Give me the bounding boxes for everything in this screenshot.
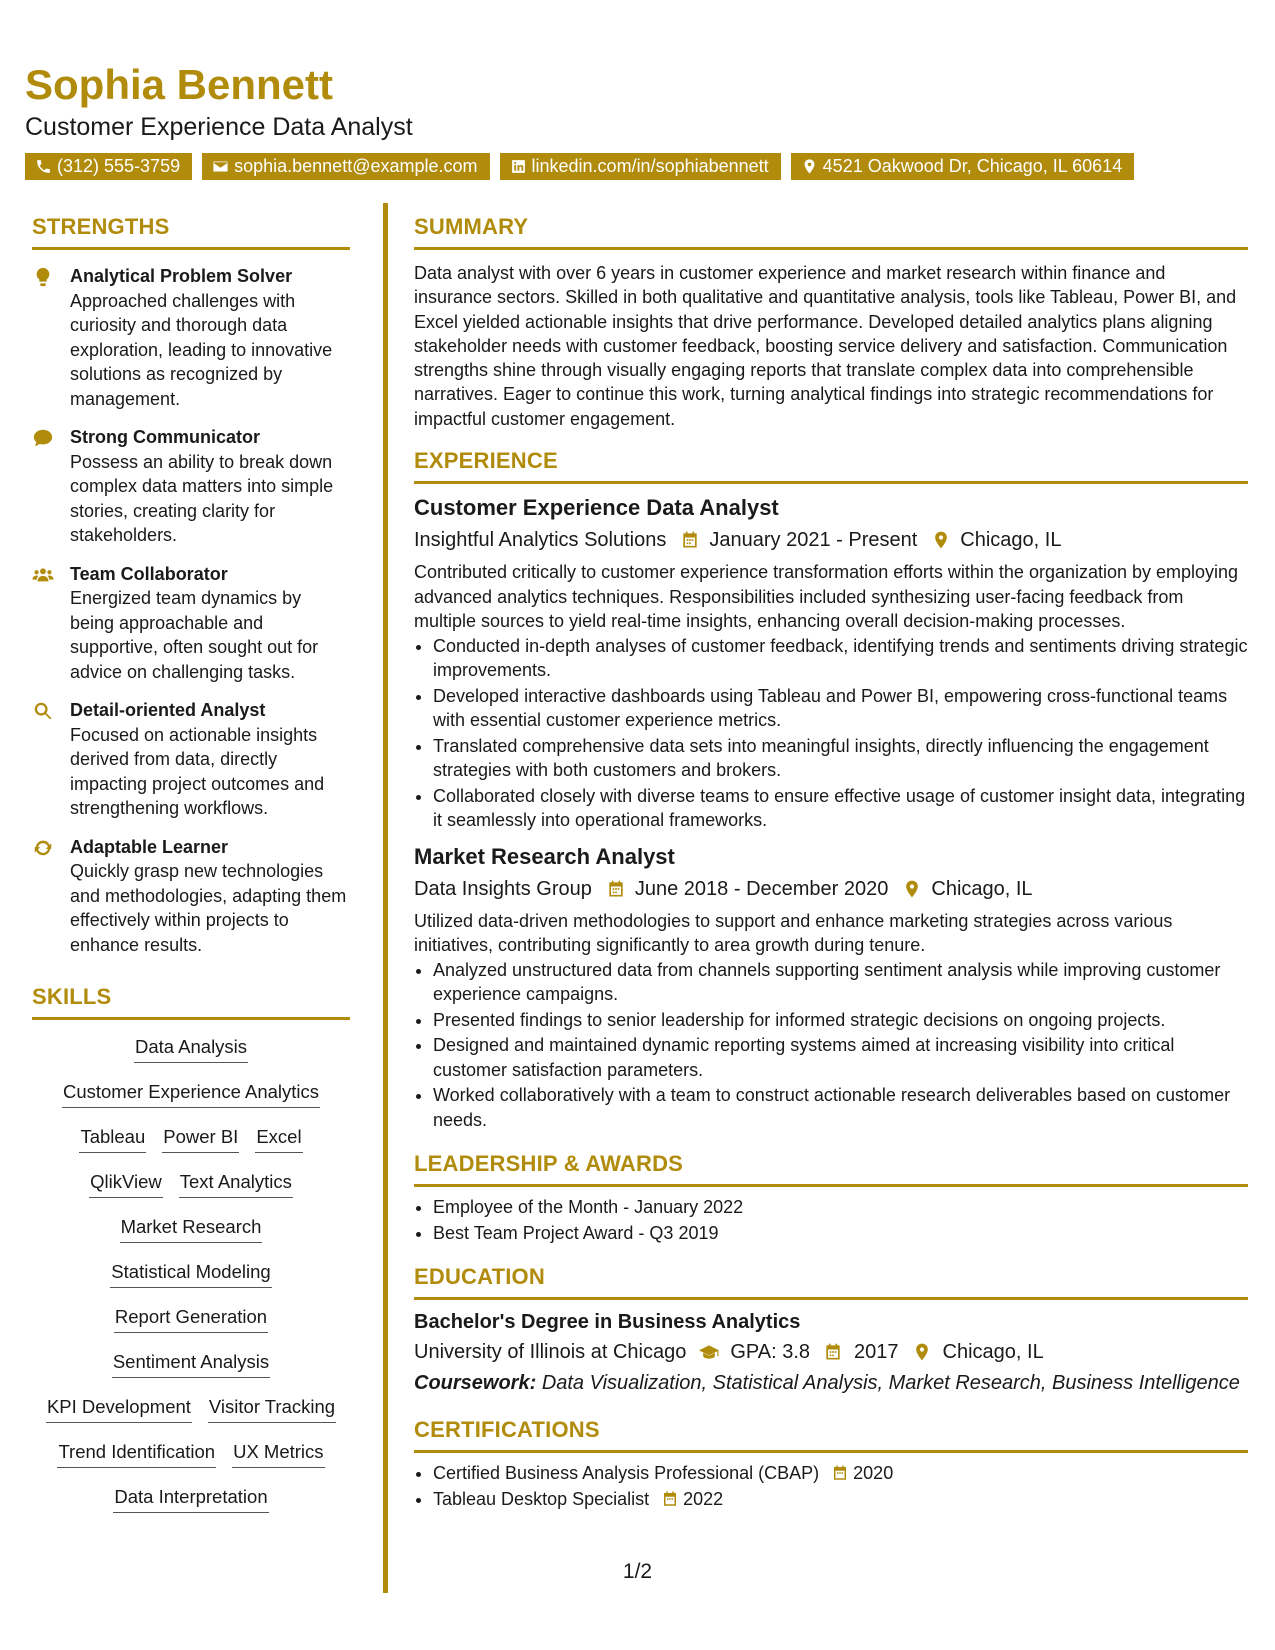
skills-list bbox=[32, 1034, 350, 1529]
strength-title: Analytical Problem Solver bbox=[70, 266, 293, 286]
leadership-list bbox=[414, 1195, 1248, 1245]
contact-bar bbox=[25, 153, 1250, 180]
skill-row bbox=[112, 1349, 270, 1394]
resume-header bbox=[25, 58, 1250, 180]
right-column bbox=[414, 213, 1248, 1512]
certification-name: • Certified Business Analysis Professional (CBAP) bbox=[433, 1463, 820, 1484]
skill-tag: Tableau bbox=[79, 1124, 146, 1153]
contact-linkedin[interactable] bbox=[500, 153, 781, 180]
calendar-icon bbox=[822, 1342, 844, 1362]
strength-item bbox=[32, 698, 350, 821]
location-pin-icon bbox=[911, 1342, 933, 1362]
speech-bubble-icon bbox=[32, 427, 54, 449]
calendar-icon bbox=[831, 1464, 849, 1482]
job-bullets bbox=[414, 634, 1248, 833]
degree-title: Bachelor's Degree in Business Analytics bbox=[414, 1311, 801, 1334]
location-pin-icon bbox=[902, 879, 922, 899]
strength-item bbox=[32, 425, 350, 548]
job-description: Contributed critically to customer experience transformation efforts within the organization by employing advanced analytics techniques. Responsibilities included synthesizing user-facing feedback from multiple sources to yield real-time insights, enhancing overall decision-making processes. bbox=[414, 562, 1239, 632]
certification-year: 2020 bbox=[853, 1463, 894, 1484]
lightbulb-icon bbox=[32, 266, 54, 288]
skill-tag: Customer Experience Analytics bbox=[62, 1079, 320, 1108]
job-dates: January 2021 - Present bbox=[709, 529, 918, 552]
job-bullets bbox=[414, 958, 1248, 1133]
strengths-title: STRENGTHS bbox=[32, 213, 350, 250]
skill-row bbox=[113, 1484, 268, 1529]
job-location: Chicago, IL bbox=[931, 877, 1033, 900]
certification-item bbox=[433, 1461, 1248, 1486]
strength-desc: Focused on actionable insights derived from data, directly impacting project outcomes and strengthening workflows. bbox=[70, 724, 325, 818]
skill-tag: KPI Development bbox=[46, 1394, 192, 1423]
job-description: Utilized data-driven methodologies to support and enhance marketing strategies across various initiatives, contributing significantly to area growth during tenure. bbox=[414, 910, 1173, 956]
job-company: Data Insights Group bbox=[414, 877, 592, 900]
skill-row bbox=[110, 1259, 271, 1304]
skill-tag: Visitor Tracking bbox=[208, 1394, 336, 1423]
job-bullet: • Conducted in-depth analyses of customer feedback, identifying trends and sentiments driving strategic improvements. bbox=[433, 634, 1248, 683]
candidate-role: Customer Experience Data Analyst bbox=[25, 113, 413, 141]
skill-tag: Data Analysis bbox=[134, 1034, 248, 1063]
location-pin-icon bbox=[801, 158, 818, 175]
certifications-title: CERTIFICATIONS bbox=[414, 1416, 1248, 1453]
certifications-list bbox=[414, 1461, 1248, 1511]
strength-desc: Possess an ability to break down complex data matters into simple stories, creating clarity for stakeholders. bbox=[70, 451, 334, 545]
award-item: • Best Team Project Award - Q3 2019 bbox=[433, 1221, 1248, 1246]
skill-tag: QlikView bbox=[89, 1169, 163, 1198]
certification-item bbox=[433, 1487, 1248, 1512]
page-number: 1/2 bbox=[622, 1560, 653, 1583]
job-bullet: • Designed and maintained dynamic reporting systems aimed at increasing visibility into critical customer satisfaction parameters. bbox=[433, 1033, 1248, 1082]
strength-desc: Approached challenges with curiosity and thorough data exploration, leading to innovative solutions as recognized by management. bbox=[70, 290, 333, 409]
skill-row bbox=[120, 1214, 263, 1259]
certification-year: 2022 bbox=[683, 1488, 724, 1509]
job-entry bbox=[414, 843, 1248, 1133]
skill-tag: Statistical Modeling bbox=[110, 1259, 271, 1288]
skill-tag: UX Metrics bbox=[232, 1439, 324, 1468]
skill-tag: Text Analytics bbox=[179, 1169, 293, 1198]
education-meta bbox=[414, 1338, 1248, 1366]
strength-item bbox=[32, 264, 350, 411]
skill-tag: Report Generation bbox=[114, 1304, 268, 1333]
award-item: • Employee of the Month - January 2022 bbox=[433, 1195, 1248, 1220]
skill-tag: Power BI bbox=[162, 1124, 239, 1153]
experience-title: EXPERIENCE bbox=[414, 447, 1248, 484]
job-entry bbox=[414, 494, 1248, 833]
contact-linkedin-text: linkedin.com/in/sophiabennett bbox=[531, 156, 769, 176]
school-name: University of Illinois at Chicago bbox=[414, 1341, 687, 1364]
contact-address-text: 4521 Oakwood Dr, Chicago, IL 60614 bbox=[822, 156, 1123, 176]
skill-row bbox=[114, 1304, 268, 1349]
calendar-icon bbox=[661, 1490, 679, 1508]
job-meta bbox=[414, 526, 1248, 554]
skills-title: SKILLS bbox=[32, 983, 350, 1020]
skill-row bbox=[79, 1124, 302, 1169]
skill-row bbox=[134, 1034, 248, 1079]
refresh-icon bbox=[32, 837, 54, 859]
job-title: Customer Experience Data Analyst bbox=[414, 495, 779, 521]
summary-title: SUMMARY bbox=[414, 213, 1248, 250]
strength-item bbox=[32, 562, 350, 685]
job-bullet: • Collaborated closely with diverse teams to ensure effective usage of customer insight data, integrating it seamlessly into operational frameworks. bbox=[433, 784, 1248, 833]
skill-row bbox=[62, 1079, 320, 1124]
graduation-cap-icon bbox=[698, 1342, 720, 1362]
certification-name: • Tableau Desktop Specialist bbox=[433, 1488, 650, 1509]
contact-address[interactable] bbox=[791, 153, 1135, 180]
users-icon bbox=[32, 564, 54, 586]
contact-phone[interactable] bbox=[25, 153, 192, 180]
job-bullet: • Translated comprehensive data sets into meaningful insights, directly influencing the engagement strategies with both customers and brokers. bbox=[433, 734, 1248, 783]
skill-row bbox=[57, 1439, 324, 1484]
skill-tag: Trend Identification bbox=[57, 1439, 216, 1468]
candidate-name: Sophia Bennett bbox=[25, 61, 334, 108]
strength-item bbox=[32, 835, 350, 958]
skill-tag: Data Interpretation bbox=[113, 1484, 268, 1513]
strength-title: Strong Communicator bbox=[70, 427, 261, 447]
skill-tag: Market Research bbox=[120, 1214, 263, 1243]
strength-title: Team Collaborator bbox=[70, 563, 228, 584]
linkedin-icon bbox=[510, 158, 527, 175]
education-title: EDUCATION bbox=[414, 1263, 1248, 1300]
coursework-text: Data Visualization, Statistical Analysis, Market Research, Business Intelligence bbox=[541, 1372, 1240, 1395]
skill-tag: Sentiment Analysis bbox=[112, 1349, 270, 1378]
job-bullet: • Worked collaboratively with a team to construct actionable research deliverables based on customer needs. bbox=[433, 1083, 1248, 1132]
coursework bbox=[414, 1368, 1248, 1398]
contact-email-text: sophia.bennett@example.com bbox=[234, 156, 478, 176]
job-bullet: • Analyzed unstructured data from channels supporting sentiment analysis while improving customer experience campaigns. bbox=[433, 958, 1248, 1007]
phone-icon bbox=[35, 158, 52, 175]
job-bullet: • Presented findings to senior leadership for informed strategic decisions on ongoing projects. bbox=[433, 1008, 1248, 1033]
graduation-year: 2017 bbox=[854, 1341, 899, 1364]
contact-phone-text: (312) 555-3759 bbox=[57, 156, 181, 176]
leadership-title: LEADERSHIP & AWARDS bbox=[414, 1150, 1248, 1187]
job-title: Market Research Analyst bbox=[414, 843, 675, 869]
job-bullet: • Developed interactive dashboards using Tableau and Power BI, empowering cross-functional teams with essential customer experience metrics. bbox=[433, 684, 1248, 733]
strength-desc: Quickly grasp new technologies and methodologies, adapting them effectively within projects to enhance results. bbox=[70, 861, 347, 955]
magnifier-icon bbox=[32, 700, 54, 722]
job-dates: June 2018 - December 2020 bbox=[634, 877, 889, 900]
envelope-icon bbox=[212, 158, 229, 175]
strength-title: Detail-oriented Analyst bbox=[70, 700, 266, 720]
education-location: Chicago, IL bbox=[942, 1341, 1044, 1364]
job-meta bbox=[414, 875, 1248, 903]
gpa: GPA: 3.8 bbox=[730, 1341, 811, 1364]
calendar-icon bbox=[606, 879, 626, 899]
job-location: Chicago, IL bbox=[960, 529, 1062, 552]
left-column bbox=[32, 213, 350, 1529]
skill-tag: Excel bbox=[255, 1124, 302, 1153]
coursework-label: Coursework: bbox=[414, 1372, 537, 1395]
strength-desc: Energized team dynamics by being approachable and supportive, often sought out for advice on challenging tasks. bbox=[70, 588, 319, 682]
location-pin-icon bbox=[931, 530, 951, 550]
skill-row bbox=[89, 1169, 293, 1214]
summary-text: Data analyst with over 6 years in customer experience and market research within finance and insurance sectors. Skilled in both qualitative and quantitative analysis, tools like Tableau, Power BI, and Excel yielded actionable insights that drive performance. Developed detailed analytics plans aligning stakeholder needs with customer feedback, boosting service delivery and satisfaction. Communication strengths shine through visually engaging reports that translate complex data into comprehensible narratives. Eager to continue this work, turning analytical findings into strategic recommendations for impactful customer engagement. bbox=[414, 263, 1237, 429]
calendar-icon bbox=[680, 530, 700, 550]
column-divider bbox=[383, 203, 388, 1593]
contact-email[interactable] bbox=[202, 153, 489, 180]
strength-title: Adaptable Learner bbox=[70, 836, 229, 857]
job-company: Insightful Analytics Solutions bbox=[414, 529, 667, 552]
skill-row bbox=[46, 1394, 336, 1439]
